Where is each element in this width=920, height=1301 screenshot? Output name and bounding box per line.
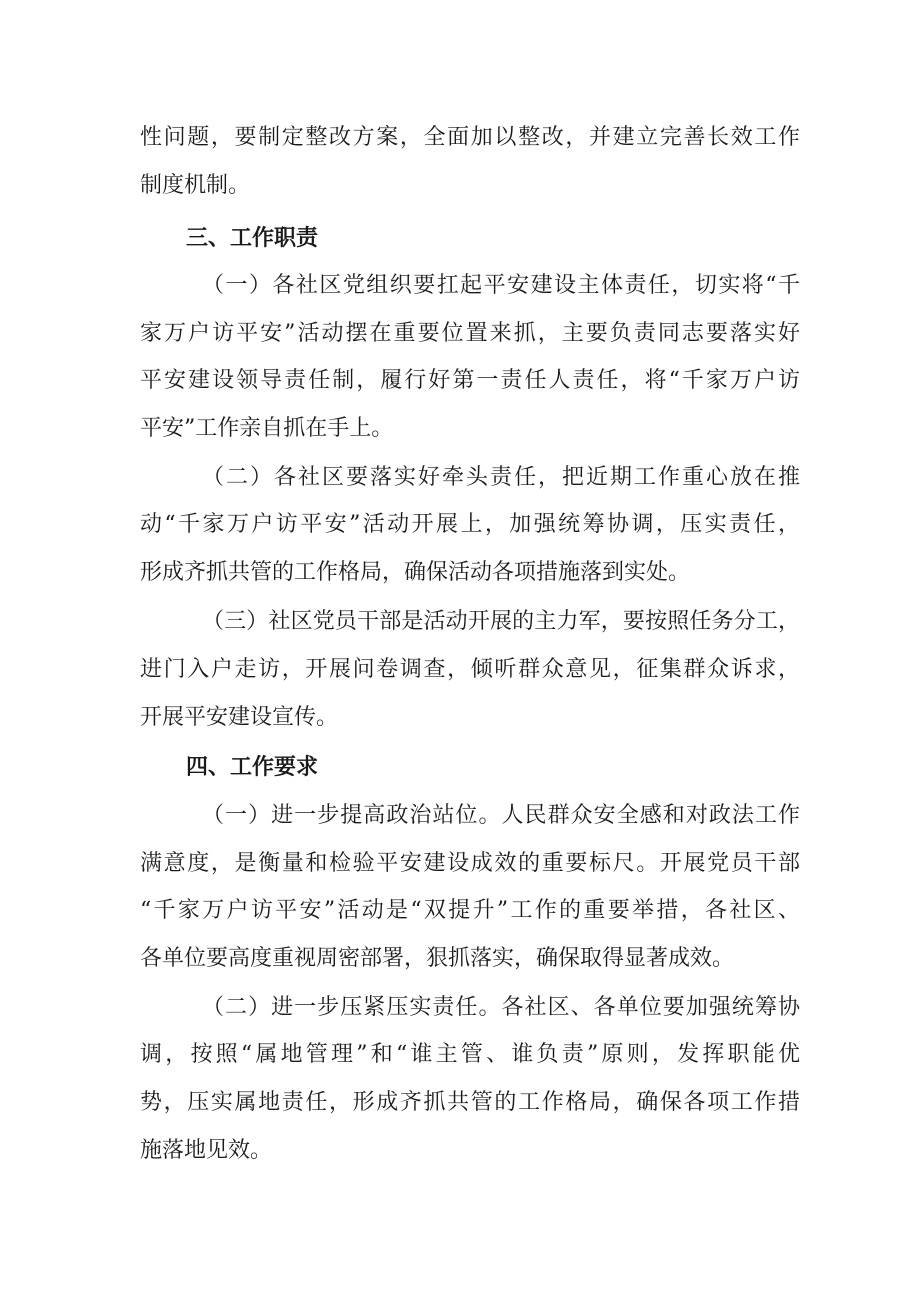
- paragraph-line: 调，按照“属地管理”和“谁主管、谁负责”原则，发挥职能优: [140, 1042, 800, 1067]
- paragraph-line: 各单位要高度重视周密部署，狠抓落实，确保取得显著成效。: [140, 946, 735, 971]
- section-heading: 四、工作要求: [186, 755, 319, 780]
- paragraph-line: 家万户访平安”活动摆在重要位置来抓，主要负责同志要落实好: [140, 321, 800, 346]
- paragraph-line: 平安”工作亲自抓在手上。: [140, 416, 394, 441]
- paragraph-line: （一）各社区党组织要扛起平安建设主体责任，切实将“千: [202, 273, 800, 298]
- paragraph-line: 形成齐抓共管的工作格局，确保活动各项措施落到实处。: [140, 560, 691, 585]
- paragraph-line: 开展平安建设宣传。: [140, 705, 339, 730]
- paragraph-line: 制度机制。: [140, 173, 251, 198]
- paragraph-line: 满意度，是衡量和检验平安建设成效的重要标尺。开展党员干部: [140, 851, 800, 876]
- paragraph-line: 进门入户走访，开展问卷调查，倾听群众意见，征集群众诉求，: [140, 657, 800, 682]
- paragraph-line: （二）各社区要落实好牵头责任，把近期工作重心放在推: [202, 465, 800, 490]
- paragraph-line: “千家万户访平安”活动是“双提升”工作的重要举措，各社区、: [140, 898, 800, 923]
- paragraph-line: 动“千家万户访平安”活动开展上，加强统筹协调，压实责任，: [140, 512, 800, 537]
- section-heading: 三、工作职责: [186, 226, 319, 251]
- paragraph-line: （二）进一步压紧压实责任。各社区、各单位要加强统筹协: [202, 995, 800, 1020]
- paragraph-line: 势，压实属地责任，形成齐抓共管的工作格局，确保各项工作措: [140, 1090, 800, 1115]
- paragraph-line: （三）社区党员干部是活动开展的主力军，要按照任务分工，: [202, 609, 800, 634]
- paragraph-line: 平安建设领导责任制，履行好第一责任人责任，将“千家万户访: [140, 368, 800, 393]
- paragraph-line: （一）进一步提高政治站位。人民群众安全感和对政法工作: [202, 803, 800, 828]
- paragraph-line: 施落地见效。: [140, 1138, 273, 1163]
- paragraph-line: 性问题，要制定整改方案，全面加以整改，并建立完善长效工作: [140, 125, 800, 150]
